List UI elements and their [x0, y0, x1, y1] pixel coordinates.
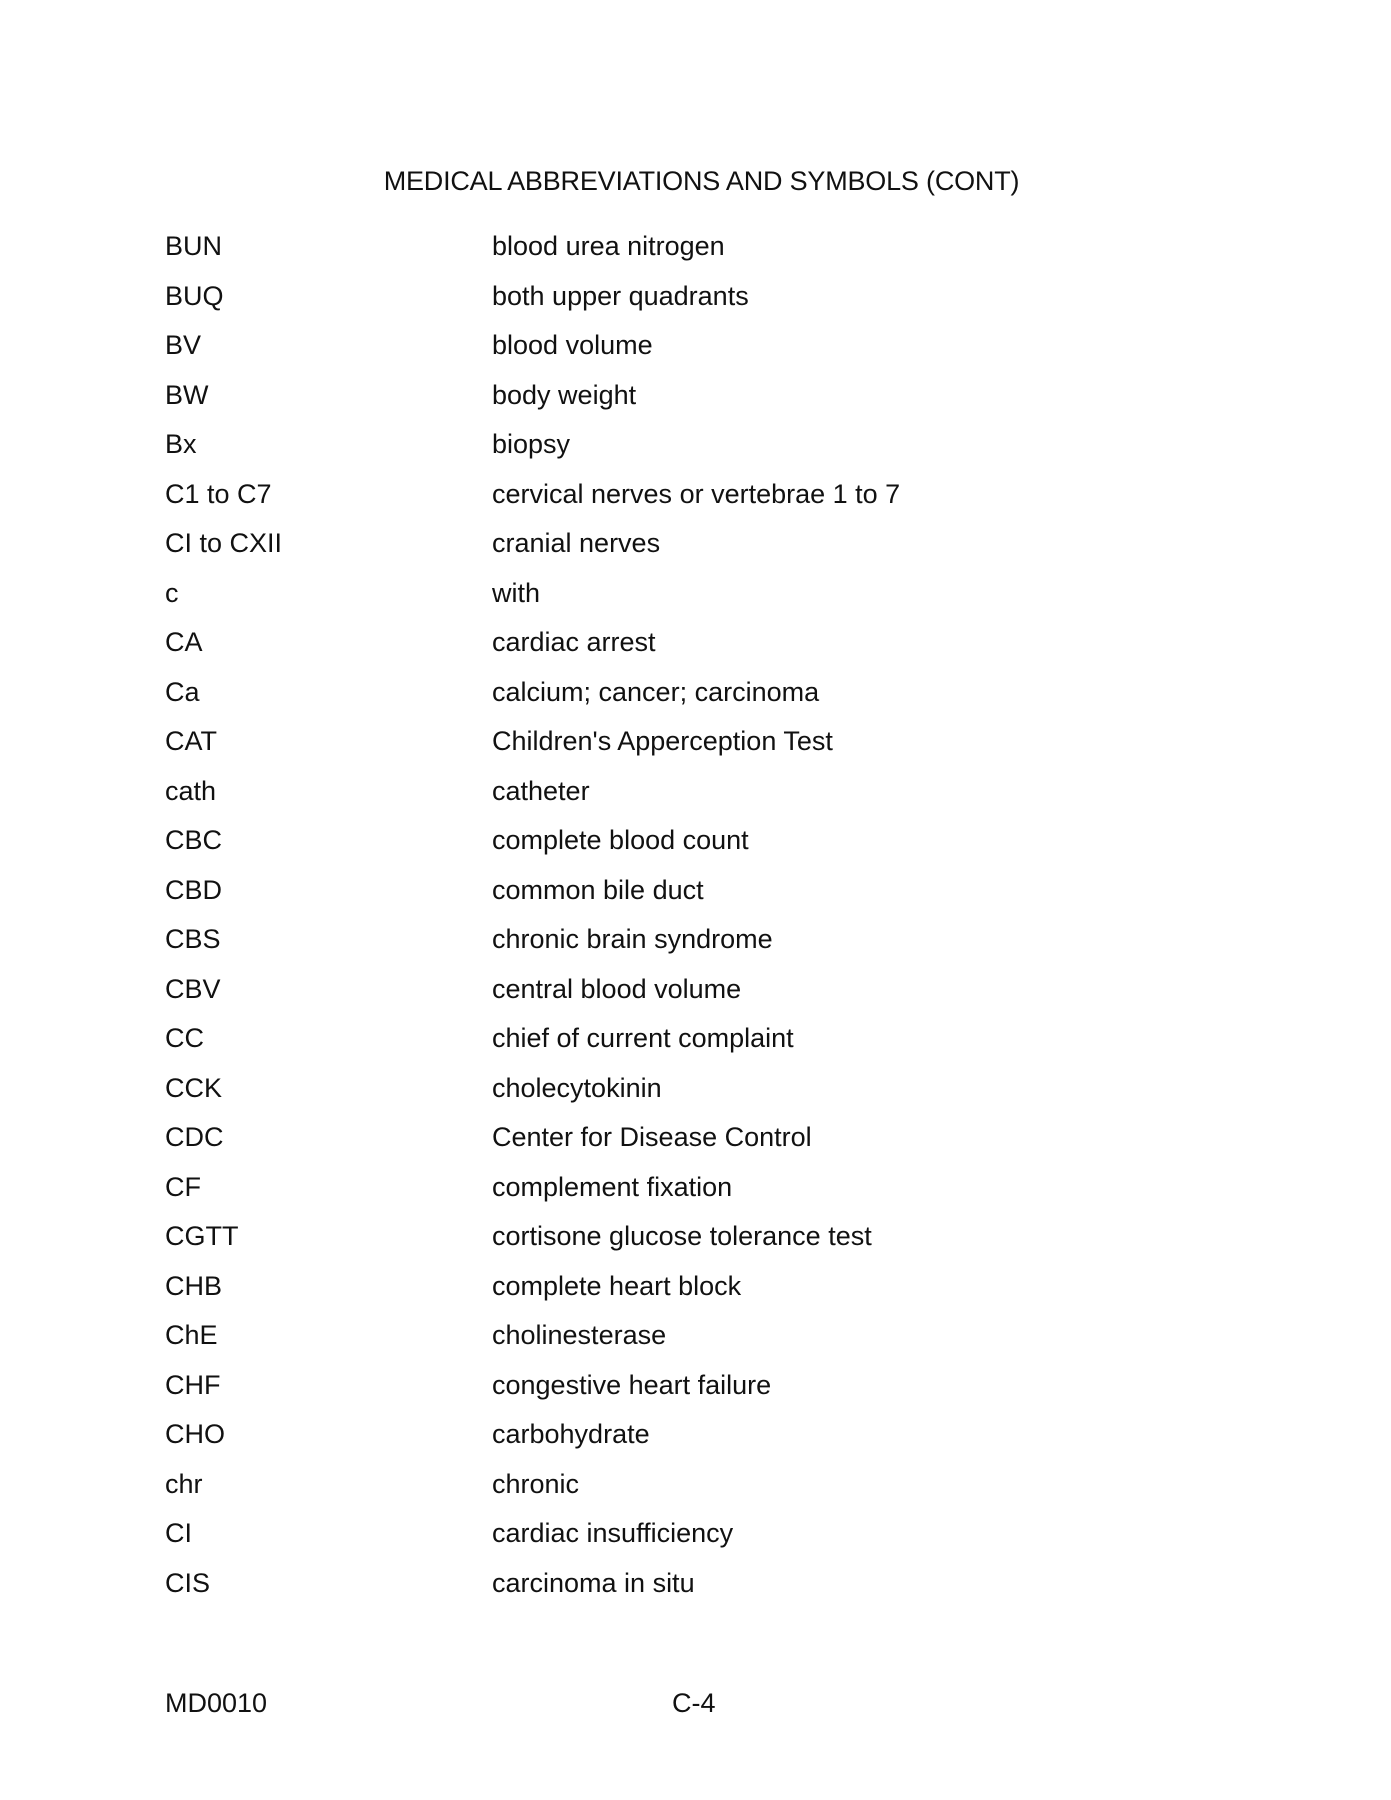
abbreviation-meaning: chronic — [492, 1468, 580, 1499]
list-item — [0, 276, 1391, 326]
list-item — [0, 1167, 1391, 1217]
list-item — [0, 721, 1391, 771]
abbreviation: CHB — [165, 1270, 223, 1301]
list-item — [0, 870, 1391, 920]
list-item — [0, 1117, 1391, 1167]
abbreviation-meaning: both upper quadrants — [492, 280, 749, 311]
abbreviation: CCK — [165, 1072, 223, 1103]
abbreviation-meaning: cardiac insufficiency — [492, 1518, 734, 1548]
abbreviation: BUN — [165, 231, 223, 261]
abbreviation-meaning: catheter — [492, 775, 590, 806]
abbreviation: CHO — [165, 1419, 225, 1449]
abbreviation-meaning: biopsy — [492, 429, 571, 459]
abbreviation-meaning: cortisone glucose tolerance test — [492, 1221, 872, 1251]
abbreviation-meaning: complete heart block — [492, 1270, 742, 1301]
list-item — [0, 1414, 1391, 1464]
abbreviation: CBV — [165, 973, 221, 1004]
abbreviation: BV — [165, 330, 202, 360]
abbreviation: BW — [165, 379, 209, 410]
abbreviation: cath — [165, 775, 217, 806]
list-item — [0, 771, 1391, 821]
abbreviation-meaning: congestive heart failure — [492, 1369, 772, 1400]
abbreviation-meaning: complete blood count — [492, 825, 749, 855]
abbreviation-meaning: with — [492, 577, 541, 608]
abbreviation: CAT — [165, 726, 217, 756]
abbreviation-meaning: common bile duct — [492, 874, 704, 905]
abbreviation: C1 to C7 — [165, 478, 272, 509]
abbreviation: c — [165, 577, 179, 608]
list-item — [0, 820, 1391, 870]
list-item — [0, 226, 1391, 276]
abbreviation: CIS — [165, 1567, 211, 1598]
abbreviation-meaning: cholecytokinin — [492, 1072, 662, 1103]
abbreviation-meaning: blood urea nitrogen — [492, 231, 725, 261]
abbreviation: CBD — [165, 874, 223, 905]
list-item — [0, 622, 1391, 672]
list-item — [0, 919, 1391, 969]
abbreviation-meaning: body weight — [492, 379, 637, 410]
list-item — [0, 325, 1391, 375]
abbreviation-meaning: chronic brain syndrome — [492, 924, 773, 954]
abbreviation: CI to CXII — [165, 528, 283, 558]
page-number: C-4 — [672, 1688, 716, 1718]
abbreviation: CBS — [165, 924, 221, 954]
list-item — [0, 1018, 1391, 1068]
abbreviation: CHF — [165, 1369, 221, 1400]
list-item — [0, 1216, 1391, 1266]
abbreviation-meaning: cervical nerves or vertebrae 1 to 7 — [492, 478, 901, 509]
list-item — [0, 375, 1391, 425]
abbreviation-list — [0, 226, 1391, 1612]
list-item — [0, 1563, 1391, 1613]
abbreviation-meaning: cholinesterase — [492, 1320, 667, 1350]
list-item — [0, 573, 1391, 623]
list-item — [0, 474, 1391, 524]
list-item — [0, 424, 1391, 474]
abbreviation-meaning: carcinoma in situ — [492, 1567, 695, 1598]
abbreviation-meaning: blood volume — [492, 330, 653, 360]
abbreviation-meaning: carbohydrate — [492, 1419, 650, 1449]
page-title — [0, 166, 1391, 197]
abbreviation: Bx — [165, 429, 197, 459]
list-item — [0, 1315, 1391, 1365]
list-item — [0, 1266, 1391, 1316]
abbreviation: CF — [165, 1171, 201, 1202]
abbreviation: CC — [165, 1023, 204, 1053]
document-code: MD0010 — [165, 1688, 268, 1718]
list-item — [0, 523, 1391, 573]
abbreviation: CGTT — [165, 1221, 239, 1251]
abbreviation: CI — [165, 1518, 192, 1548]
page-title-text: MEDICAL ABBREVIATIONS AND SYMBOLS (CONT) — [383, 166, 1020, 196]
abbreviation-meaning: Children's Apperception Test — [492, 726, 833, 756]
abbreviation-meaning: calcium; cancer; carcinoma — [492, 676, 820, 707]
abbreviation: CDC — [165, 1122, 224, 1152]
abbreviation: CA — [165, 627, 203, 657]
abbreviation-meaning: complement fixation — [492, 1171, 733, 1202]
abbreviation-meaning: chief of current complaint — [492, 1023, 794, 1053]
abbreviation: chr — [165, 1468, 203, 1499]
abbreviation: Ca — [165, 676, 200, 707]
abbreviation: BUQ — [165, 280, 224, 311]
list-item — [0, 1464, 1391, 1514]
abbreviation-meaning: cardiac arrest — [492, 627, 656, 657]
abbreviation-meaning: cranial nerves — [492, 528, 661, 558]
abbreviation: CBC — [165, 825, 223, 855]
list-item — [0, 1068, 1391, 1118]
list-item — [0, 672, 1391, 722]
list-item — [0, 969, 1391, 1019]
abbreviation: ChE — [165, 1320, 218, 1350]
list-item — [0, 1365, 1391, 1415]
abbreviation-meaning: Center for Disease Control — [492, 1122, 812, 1152]
list-item — [0, 1513, 1391, 1563]
abbreviation-meaning: central blood volume — [492, 973, 742, 1004]
